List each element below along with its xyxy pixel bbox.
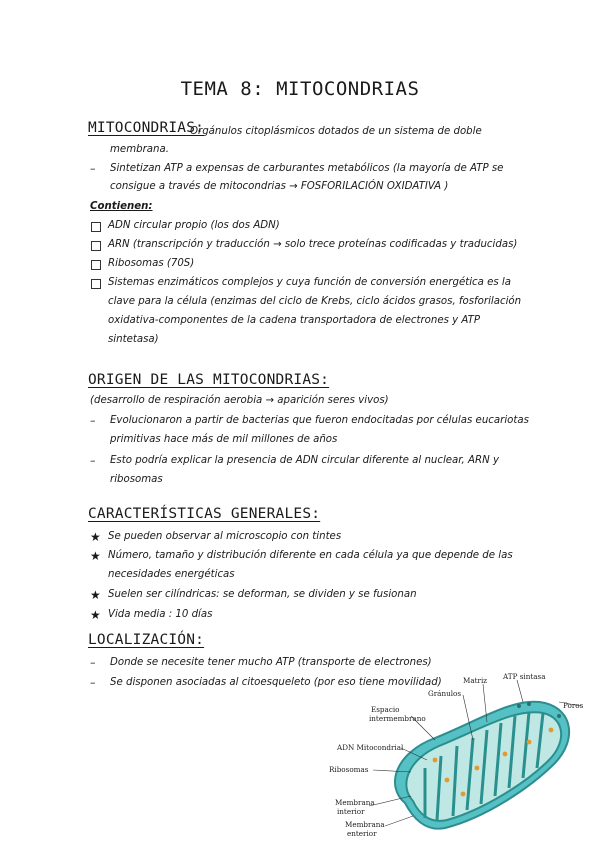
checkbox-icon xyxy=(91,260,101,270)
label-espacio-1: Espacio xyxy=(371,705,400,714)
label-ribosomas: Ribosomas xyxy=(329,765,369,774)
heading-caracteristicas: CARACTERÍSTICAS GENERALES: xyxy=(88,506,321,522)
carac-2-line-2: necesidades energéticas xyxy=(108,569,235,580)
star-icon: ★ xyxy=(90,588,101,602)
contains-arn: ARN (transcripción y traducción → solo trece proteínas codificadas y traducidas) xyxy=(108,239,518,250)
origen-b2-line-2: ribosomas xyxy=(110,474,163,485)
carac-2-line-1: Número, tamaño y distribución diferente en cada célula ya que depende de las xyxy=(108,550,513,561)
definition-line-2: membrana. xyxy=(110,144,169,155)
checkbox-icon xyxy=(91,241,101,251)
loc-1: Donde se necesite tener mucho ATP (transporte de electrones) xyxy=(110,657,432,668)
bullet-dash: – xyxy=(90,162,96,175)
mitochondrion-diagram xyxy=(315,668,600,848)
contains-sistemas-2: clave para la célula (enzimas del ciclo de Krebs, ciclo ácidos grasos, fosforilación xyxy=(108,296,522,307)
origen-b1-line-2: primitivas hace más de mil millones de años xyxy=(110,434,338,445)
contains-ribosomas: Ribosomas (70S) xyxy=(108,258,195,269)
contains-sistemas-4: sintetasa) xyxy=(108,334,159,345)
definition-line-1: Orgánulos citoplásmicos dotados de un sistema de doble xyxy=(190,126,482,137)
label-membrana-interior-2: interior xyxy=(337,807,365,816)
heading-origen: ORIGEN DE LAS MITOCONDRIAS: xyxy=(88,372,330,388)
bullet-dash: – xyxy=(90,414,96,427)
label-membrana-interior-1: Membrana xyxy=(335,798,375,807)
loc-2: Se disponen asociadas al citoesqueleto (por eso tiene movilidad) xyxy=(110,677,442,688)
checkbox-icon xyxy=(91,222,101,232)
bullet-dash: – xyxy=(90,656,96,669)
star-icon: ★ xyxy=(90,549,101,563)
origen-b2-line-1: Esto podría explicar la presencia de ADN circular diferente al nuclear, ARN y xyxy=(110,455,499,466)
carac-3: Suelen ser cilíndricas: se deforman, se dividen y se fusionan xyxy=(108,589,417,600)
star-icon: ★ xyxy=(90,608,101,622)
label-adn: ADN Mitocondrial xyxy=(337,743,404,752)
atp-line-2: consigue a través de mitocondrias → FOSFORILACIÓN OXIDATIVA ) xyxy=(110,181,449,192)
checkbox-icon xyxy=(91,279,101,289)
contains-sistemas-1: Sistemas enzimáticos complejos y cuya función de conversión energética es la xyxy=(108,277,512,288)
bullet-dash: – xyxy=(90,676,96,689)
label-poros: Poros xyxy=(563,701,584,710)
label-membrana-exterior-2: enterior xyxy=(347,829,377,838)
carac-4: Vida media : 10 días xyxy=(108,609,213,620)
star-icon: ★ xyxy=(90,530,101,544)
page-title: TEMA 8: MITOCONDRIAS xyxy=(180,78,420,100)
contienen-subheading: Contienen: xyxy=(90,201,153,212)
heading-mitocondrias: MITOCONDRIAS: xyxy=(88,120,205,136)
label-espacio-2: intermembrano xyxy=(369,714,426,723)
origen-intro: (desarrollo de respiración aerobia → aparición seres vivos) xyxy=(90,395,389,406)
contains-sistemas-3: oxidativa-componentes de la cadena transportadora de electrones y ATP xyxy=(108,315,480,326)
label-atp-sintasa: ATP sintasa xyxy=(503,672,546,681)
contains-adn: ADN circular propio (los dos ADN) xyxy=(108,220,280,231)
origen-b1-line-1: Evolucionaron a partir de bacterias que fueron endocitadas por células eucariotas xyxy=(110,415,529,426)
label-matriz: Matriz xyxy=(463,676,488,685)
carac-1: Se pueden observar al microscopio con tintes xyxy=(108,531,342,542)
label-granulos: Gránulos xyxy=(428,689,462,698)
atp-line-1: Sintetizan ATP a expensas de carburantes metabólicos (la mayoría de ATP se xyxy=(110,163,504,174)
bullet-dash: – xyxy=(90,454,96,467)
label-membrana-exterior-1: Membrana xyxy=(345,820,385,829)
heading-localizacion: LOCALIZACIÓN: xyxy=(88,632,205,648)
